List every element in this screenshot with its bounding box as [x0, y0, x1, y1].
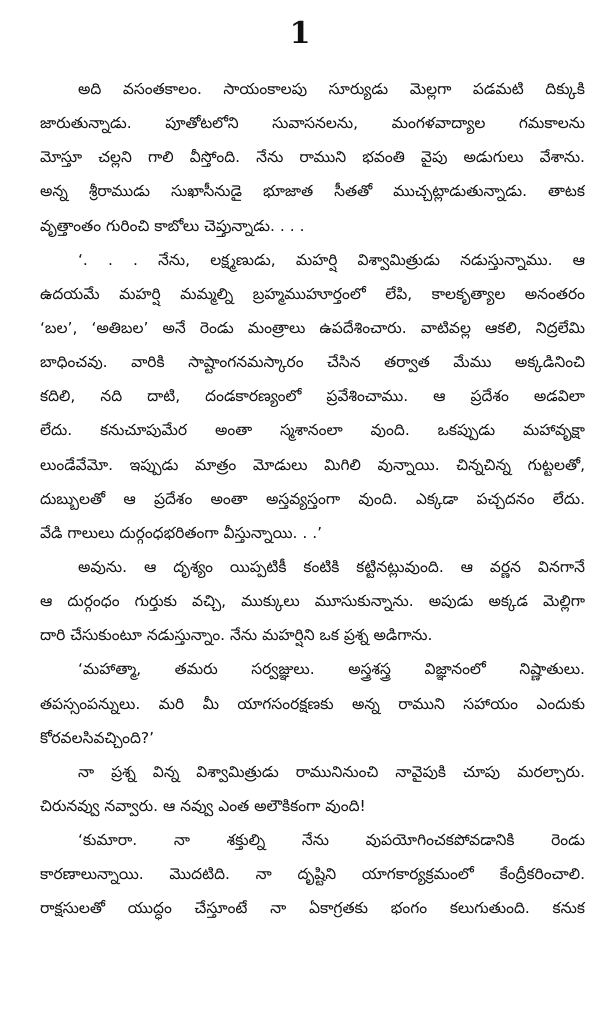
text-line: తపస్సంపన్నులు. మరి మీ యాగసంరక్షణకు అన్న రాముని సహాయం ఎందుకు — [40, 694, 585, 713]
text-line: ఉదయమే మహర్షి మమ్మల్ని బ్రహ్మముహూర్తంలో లేపి, కాలకృత్యాల అనంతరం — [40, 284, 585, 303]
text-line: కదిలి, నది దాటి, దండకారణ్యంలో ప్రవేశించాము. ఆ ప్రదేశం అడవిలా — [40, 387, 585, 406]
text-line: ‘. . . నేను, లక్ష్మణుడు, మహర్షి విశ్వామిత్రుడు నడుస్తున్నాము. ఆ — [78, 250, 585, 269]
text-line: లేదు. కనుచూపుమేర అంతా స్మశానంలా వుంది. ఒకప్పుడు మహావృక్షా — [40, 421, 585, 440]
text-line: ఆ దుర్గంధం గుర్తుకు వచ్చి, ముక్కులు మూసుకున్నాను. అపుడు అక్కడ మెల్లిగా — [40, 592, 585, 611]
text-line: ‘మహాత్మా, తమరు సర్వజ్ఞులు. అస్త్రశస్త్ర విజ్ఞానంలో నిష్ణాతులు. — [78, 660, 585, 679]
text-line: ‘కుమారా. నా శక్తుల్ని నేను వుపయోగించకపోవడానికి రెండు — [78, 831, 585, 850]
text-line: కోరవలసివచ్చింది?’ — [40, 728, 155, 747]
text-line: బాధించవు. వారికి సాష్టాంగనమస్కారం చేసిన తర్వాత మేము అక్కడినించి — [40, 353, 585, 372]
text-line: లుండేవేమో. ఇప్పుడు మాత్రం మోడులు మిగిలి వున్నాయి. చిన్నచిన్న గుట్టలతో, — [40, 455, 585, 474]
text-line: దుబ్బులతో ఆ ప్రదేశం అంతా అస్తవ్యస్తంగా వుంది. ఎక్కడా పచ్చదనం లేదు. — [40, 489, 585, 508]
text-line: మోస్తూ చల్లని గాలి వీస్తోంది. నేను రాముని భవంతి వైపు అడుగులు వేశాను. — [40, 148, 585, 167]
text-line: అది వసంతకాలం. సాయంకాలపు సూర్యుడు మెల్లగా పడమటి దిక్కుకి — [78, 80, 585, 98]
text-line: దారి చేసుకుంటూ నడుస్తున్నాం. నేను మహర్షిని ఒక ప్రశ్న అడిగాను. — [40, 626, 433, 645]
text-line: అన్న శ్రీరాముడు సుఖాసీనుడై భూజాత సీతతో ముచ్చట్లాడుతున్నాడు. తాటక — [40, 182, 585, 201]
text-line: జారుతున్నాడు. పూతోటలోని సువాసనలను, మంగళవాద్యాల గమకాలను — [40, 114, 585, 133]
text-line: చిరునవ్వు నవ్వారు. ఆ నవ్వు ఎంత అలౌకికంగా వుంది! — [40, 796, 366, 815]
body-text — [40, 72, 585, 926]
text-line: వృత్తాంతం గురించి కాబోలు చెప్తున్నాడు. . . . — [40, 216, 305, 235]
text-line: రాక్షసులతో యుద్ధం చేస్తూంటే నా ఏకాగ్రతకు భంగం కలుగుతుంది. కనుక — [40, 899, 585, 918]
text-line: వేడి గాలులు దుర్గంధభరితంగా వీస్తున్నాయి. . .’ — [40, 523, 323, 542]
text-line: ‘బల’, ‘అతిబల’ అనే రెండు మంత్రాలు ఉపదేశించారు. వాటివల్ల ఆకలి, నిద్రలేమి — [40, 318, 585, 337]
text-line: అవును. ఆ దృశ్యం యిప్పటికీ కంటికి కట్టినట్లువుంది. ఆ వర్ణన వినగానే — [78, 557, 585, 576]
text-line: కారణాలున్నాయి. మొదటిది. నా దృష్టిని యాగకార్యక్రమంలో కేంద్రీకరించాలి. — [40, 865, 585, 884]
text-line: నా ప్రశ్న విన్న విశ్వామిత్రుడు రామునినుంచి నావైపుకి చూపు మరల్చారు. — [78, 762, 585, 781]
page-number: 1 — [289, 16, 311, 51]
